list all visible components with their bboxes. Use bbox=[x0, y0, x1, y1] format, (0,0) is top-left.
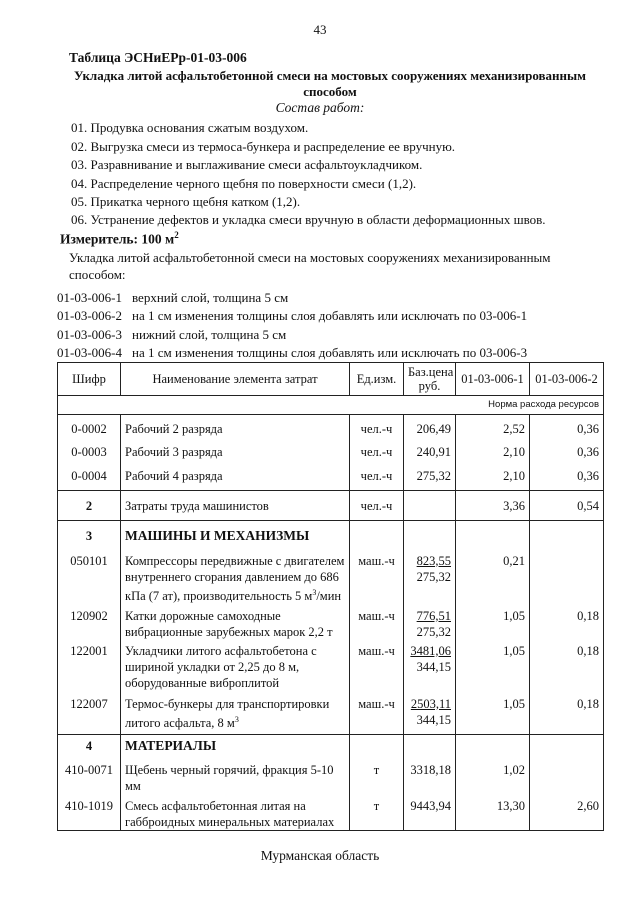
price-wage: 275,32 bbox=[416, 569, 451, 584]
row-unit: маш.-ч bbox=[350, 640, 404, 691]
row-value-2: 0,36 bbox=[530, 415, 604, 439]
code-row bbox=[57, 327, 286, 343]
row-unit: чел.-ч bbox=[350, 463, 404, 491]
code-description: на 1 см изменения толщины слоя добавлять или исключать по 03-006-3 bbox=[132, 345, 528, 360]
price-wage: 275,32 bbox=[416, 624, 451, 639]
section-code: 4 bbox=[58, 735, 121, 759]
row-value-1: 2,10 bbox=[456, 463, 530, 491]
header-col2: 01-03-006-2 bbox=[530, 363, 604, 396]
section-row bbox=[58, 521, 604, 549]
code-row bbox=[57, 308, 527, 324]
row-value-1: 1,05 bbox=[456, 604, 530, 640]
resource-norm-table bbox=[57, 362, 604, 831]
price-wage: 344,15 bbox=[416, 659, 451, 674]
row-code: 120902 bbox=[58, 604, 121, 640]
row-value-1: 1,02 bbox=[456, 759, 530, 794]
code-value: 01-03-006-1 bbox=[57, 290, 122, 305]
machine-row bbox=[58, 640, 604, 691]
work-item: 06. Устранение дефектов и укладка смеси вручную в области деформационных швов. bbox=[71, 212, 546, 227]
table-row bbox=[58, 439, 604, 463]
header-col1: 01-03-006-1 bbox=[456, 363, 530, 396]
row-unit: чел.-ч bbox=[350, 415, 404, 439]
meter-label bbox=[60, 230, 179, 248]
empty-cell bbox=[404, 735, 456, 759]
code-row bbox=[57, 345, 527, 361]
row-price bbox=[404, 549, 456, 604]
row-price: 275,32 bbox=[404, 463, 456, 491]
header-name: Наименование элемента затрат bbox=[121, 363, 350, 396]
row-value-1: 2,10 bbox=[456, 439, 530, 463]
code-description: на 1 см изменения толщины слоя добавлять или исключать по 03-006-1 bbox=[132, 308, 528, 323]
row-value-2: 0,36 bbox=[530, 439, 604, 463]
row-name: Смесь асфальтобетонная литая на габброидных минеральных материалах bbox=[121, 794, 350, 831]
row-unit: маш.-ч bbox=[350, 691, 404, 735]
price-total: 823,55 bbox=[416, 553, 451, 568]
empty-cell bbox=[350, 521, 404, 549]
empty-cell bbox=[456, 735, 530, 759]
empty-cell bbox=[530, 735, 604, 759]
row-code: 0-0003 bbox=[58, 439, 121, 463]
meter-label-sup: 2 bbox=[174, 230, 179, 240]
code-value: 01-03-006-3 bbox=[57, 327, 122, 342]
table-row bbox=[58, 415, 604, 439]
empty-cell bbox=[456, 521, 530, 549]
table-identifier: Таблица ЭСНиЕРр-01-03-006 bbox=[69, 50, 247, 65]
row-value-2: 0,18 bbox=[530, 640, 604, 691]
row-unit: маш.-ч bbox=[350, 604, 404, 640]
material-row bbox=[58, 794, 604, 831]
row-name-text: Компрессоры передвижные с двигателем внутреннего сгорания давлением до 686 кПа (7 ат), производительность 5 м bbox=[125, 553, 345, 603]
price-total: 3481,06 bbox=[410, 643, 451, 658]
row-value-1: 1,05 bbox=[456, 691, 530, 735]
row-name: Катки дорожные самоходные вибрационные зарубежных марок 2,2 т bbox=[121, 604, 350, 640]
row-value-2: 0,18 bbox=[530, 604, 604, 640]
row-name-text: Термос-бункеры для транспортировки литого асфальта, 8 м bbox=[125, 696, 330, 730]
row-price: 3318,18 bbox=[404, 759, 456, 794]
section-title: МАТЕРИАЛЫ bbox=[121, 735, 350, 759]
row-price bbox=[404, 640, 456, 691]
empty-cell bbox=[530, 521, 604, 549]
work-item: 05. Прикатка черного щебня катком (1,2). bbox=[71, 194, 301, 209]
row-name: Укладчики литого асфальтобетона с шириной укладки от 2,25 до 8 м, оборудованные виброплитой bbox=[121, 640, 350, 691]
table-row bbox=[58, 463, 604, 491]
row-name: Рабочий 3 разряда bbox=[121, 439, 350, 463]
row-value-2: 0,54 bbox=[530, 491, 604, 521]
row-name: Затраты труда машинистов bbox=[121, 491, 350, 521]
material-row bbox=[58, 759, 604, 794]
code-description: верхний слой, толщина 5 см bbox=[132, 290, 289, 305]
row-name: Щебень черный горячий, фракция 5-10 мм bbox=[121, 759, 350, 794]
machine-row bbox=[58, 691, 604, 735]
row-value-1: 2,52 bbox=[456, 415, 530, 439]
row-unit: т bbox=[350, 794, 404, 831]
row-code: 122001 bbox=[58, 640, 121, 691]
row-price: 9443,94 bbox=[404, 794, 456, 831]
row-name bbox=[121, 549, 350, 604]
row-value-1: 1,05 bbox=[456, 640, 530, 691]
row-value-2: 2,60 bbox=[530, 794, 604, 831]
row-code: 050101 bbox=[58, 549, 121, 604]
row-price bbox=[404, 691, 456, 735]
code-description: нижний слой, толщина 5 см bbox=[132, 327, 287, 342]
composition-heading: Состав работ: bbox=[275, 100, 365, 115]
row-code: 0-0004 bbox=[58, 463, 121, 491]
header-price bbox=[404, 363, 456, 396]
norm-caption: Норма расхода ресурсов bbox=[58, 396, 604, 415]
code-value: 01-03-006-2 bbox=[57, 308, 122, 323]
table-header-row bbox=[58, 363, 604, 396]
machine-row bbox=[58, 549, 604, 604]
section-row bbox=[58, 735, 604, 759]
header-price-line1: Баз.цена bbox=[408, 365, 454, 379]
row-code: 2 bbox=[58, 491, 121, 521]
row-value-2: 0,36 bbox=[530, 463, 604, 491]
row-unit: чел.-ч bbox=[350, 439, 404, 463]
empty-cell bbox=[350, 735, 404, 759]
row-value-1: 0,21 bbox=[456, 549, 530, 604]
row-name-sup: 3 bbox=[234, 714, 239, 724]
row-price bbox=[404, 491, 456, 521]
row-code: 410-0071 bbox=[58, 759, 121, 794]
row-price bbox=[404, 604, 456, 640]
norm-caption-row bbox=[58, 396, 604, 415]
row-price: 240,91 bbox=[404, 439, 456, 463]
row-value-1: 13,30 bbox=[456, 794, 530, 831]
document-title: Укладка литой асфальтобетонной смеси на мостовых сооружениях механизированным способом bbox=[73, 68, 587, 99]
meter-description: Укладка литой асфальтобетонной смеси на мостовых сооружениях механизированным способом: bbox=[69, 250, 551, 282]
row-name: Рабочий 2 разряда bbox=[121, 415, 350, 439]
page-footer: Мурманская область bbox=[260, 848, 380, 863]
work-item: 04. Распределение черного щебня по поверхности смеси (1,2). bbox=[71, 176, 417, 191]
row-value-1: 3,36 bbox=[456, 491, 530, 521]
code-row bbox=[57, 290, 288, 306]
row-name: Рабочий 4 разряда bbox=[121, 463, 350, 491]
row-name-tail: /мин bbox=[316, 588, 342, 603]
work-item: 02. Выгрузка смеси из термоса-бункера и распределение ее вручную. bbox=[71, 139, 456, 154]
section-code: 3 bbox=[58, 521, 121, 549]
row-value-2: 0,18 bbox=[530, 691, 604, 735]
work-item: 01. Продувка основания сжатым воздухом. bbox=[71, 120, 309, 135]
price-wage: 344,15 bbox=[416, 712, 451, 727]
header-code: Шифр bbox=[58, 363, 121, 396]
row-code: 122007 bbox=[58, 691, 121, 735]
work-item: 03. Разравнивание и выглаживание смеси асфальтоукладчиком. bbox=[71, 157, 423, 172]
row-code: 0-0002 bbox=[58, 415, 121, 439]
code-value: 01-03-006-4 bbox=[57, 345, 122, 360]
price-total: 776,51 bbox=[416, 608, 451, 623]
empty-cell bbox=[404, 521, 456, 549]
page-number: 43 bbox=[313, 22, 327, 37]
header-unit: Ед.изм. bbox=[350, 363, 404, 396]
section-title: МАШИНЫ И МЕХАНИЗМЫ bbox=[121, 521, 350, 549]
row-name-sup: 3 bbox=[312, 587, 317, 597]
row-unit: чел.-ч bbox=[350, 491, 404, 521]
row-price: 206,49 bbox=[404, 415, 456, 439]
row-value-2 bbox=[530, 549, 604, 604]
header-price-line2: руб. bbox=[418, 379, 441, 393]
row-code: 410-1019 bbox=[58, 794, 121, 831]
row-name bbox=[121, 691, 350, 735]
machinist-row bbox=[58, 491, 604, 521]
price-total: 2503,11 bbox=[410, 696, 451, 711]
row-unit: маш.-ч bbox=[350, 549, 404, 604]
meter-label-text: Измеритель: 100 м bbox=[60, 231, 175, 247]
row-unit: т bbox=[350, 759, 404, 794]
machine-row bbox=[58, 604, 604, 640]
row-value-2 bbox=[530, 759, 604, 794]
